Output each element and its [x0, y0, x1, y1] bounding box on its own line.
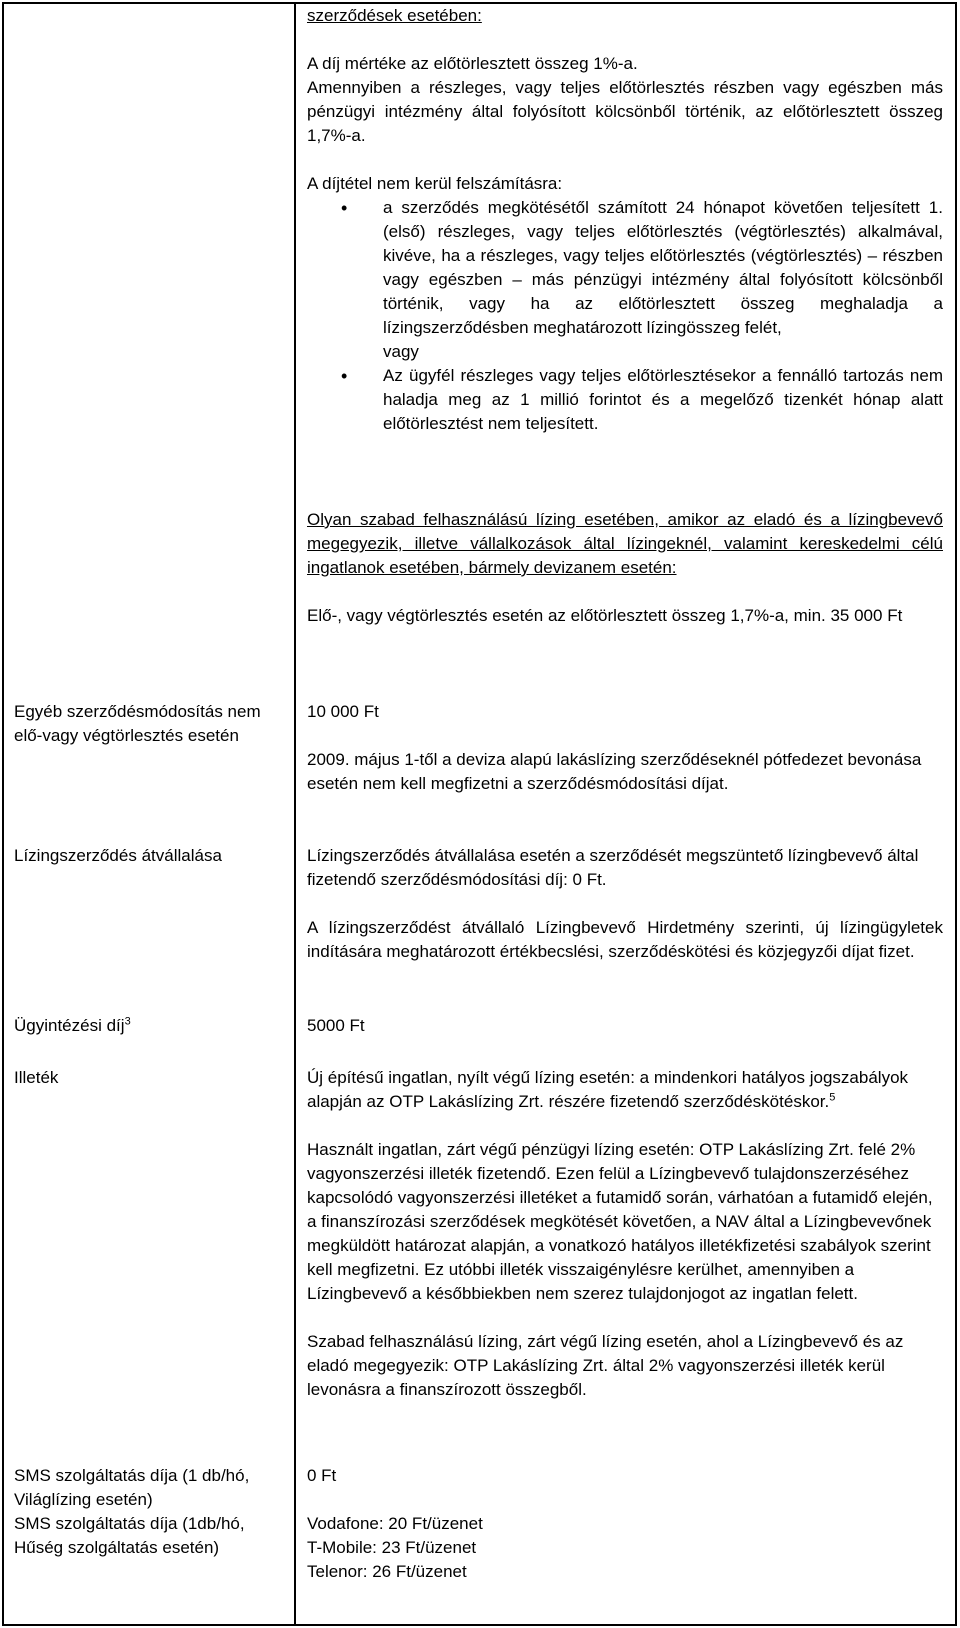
- assumption-label: Lízingszerződés átvállalása: [14, 846, 222, 865]
- free-use-fee-text: Elő-, vagy végtörlesztés esetén az előtörlesztett összeg 1,7%-a, min. 35 000 Ft: [307, 606, 903, 625]
- sms-price-telenor: Telenor: 26 Ft/üzenet: [307, 1562, 467, 1581]
- modification-content: [307, 700, 943, 796]
- duty-label: Illeték: [14, 1068, 59, 1087]
- footnote-ref: 3: [124, 1015, 131, 1028]
- table-bottom-border: [2, 1624, 957, 1626]
- admin-fee-value: 5000 Ft: [307, 1016, 365, 1035]
- exempt-intro: A díjtétel nem kerül felszámításra:: [307, 174, 563, 193]
- assumption-text-2: A lízingszerződést átvállaló Lízingbevevő Hirdetmény szerinti, új lízingügyletek indítására meghatározott értékbecslési, szerződéskötési és közjegyzői díjat fizet.: [307, 918, 943, 961]
- table-left-border: [2, 2, 4, 1626]
- or-text: vagy: [383, 342, 419, 361]
- assumption-text-1: Lízingszerződés átvállalása esetén a szerződését megszüntető lízingbevevő által fizetendő szerződésmódosítási díj: 0 Ft.: [307, 846, 919, 889]
- sms-loyalty-label: SMS szolgáltatás díja (1db/hó, Hűség szolgáltatás esetén): [14, 1514, 245, 1557]
- modification-label: Egyéb szerződésmódosítás nem elő-vagy végtörlesztés esetén: [14, 702, 261, 745]
- fee-rate-other-line: Amennyiben a részleges, vagy teljes előtörlesztés részben vagy egészben más pénzügyi intézmény által folyósított kölcsönből történik, az előtörlesztett összeg 1,7%-a.: [307, 78, 943, 145]
- column-divider: [294, 2, 296, 1626]
- duty-text-2: Használt ingatlan, zárt végű pénzügyi lízing esetén: OTP Lakáslízing Zrt. felé 2% vagyonszerzési illeték fizetendő. Ezen felül a Lízingbevevő tulajdonszerzéséhez kapcsolódó vagyonszerzési illetéket a futamidő során, várhatóan a futamidő elején, a finanszírozási szerződések megkötését követően, a NAV által a Lízingbevevőnek megküldött határozat alapján, a vonatkozó hatályos illetékfizetési szabályok szerint kell megfizetni. Ez utóbbi illeték visszaigénylésre kerülhet, amennyiben a Lízingbevevő a későbbiekben nem szerez tulajdonjogot az ingatlan felett.: [307, 1140, 933, 1303]
- sms-price-vodafone: Vodafone: 20 Ft/üzenet: [307, 1514, 483, 1533]
- modification-fee: 10 000 Ft: [307, 702, 379, 721]
- free-use-block: [307, 508, 943, 628]
- exempt-item: • Az ügyfél részleges vagy teljes előtörlesztésekor a fennálló tartozás nem haladja meg az 1 millió forintot és a megelőző tizenkét hónap alatt előtörlesztést nem teljesített.: [383, 364, 943, 436]
- admin-fee-label: Ügyintézési díj$^3$: [14, 1015, 131, 1035]
- exempt-item: • a szerződés megkötésétől számított 24 hónapot követően teljesített 1. (első) részleges, vagy teljes előtörlesztés (végtörlesztés) alkalmával, kivéve, ha a részleges, vagy teljes előtörlesztés (végtörlesztés) – részben vagy egészben – más pénzügyi intézmény által folyósított kölcsönből történik, vagy ha az előtörlesztett összeg meghaladja a lízingszerződésben meghatározott lízingösszeg felét, vagy: [383, 196, 943, 364]
- block-heading: szerződések esetében:: [307, 6, 482, 25]
- sms-world-label: SMS szolgáltatás díja (1 db/hó, Világlízing esetén): [14, 1466, 250, 1509]
- fee-rate-line: A díj mértéke az előtörlesztett összeg 1%-a.: [307, 54, 638, 73]
- modification-note: 2009. május 1-től a deviza alapú lakáslízing szerződéseknél pótfedezet bevonása esetén nem kell megfizetni a szerződésmódosítási díjat.: [307, 750, 922, 793]
- duty-content: [307, 1066, 943, 1402]
- assumption-content: [307, 844, 943, 964]
- sms-price-tmobile: T-Mobile: 23 Ft/üzenet: [307, 1538, 477, 1557]
- footnote-ref: 5: [829, 1091, 836, 1104]
- duty-text-1: Új építésű ingatlan, nyílt végű lízing esetén: a mindenkori hatályos jogszabályok alapján az OTP Lakáslízing Zrt. részére fizetendő szerződéskötéskor.$^5$: [307, 1068, 909, 1111]
- duty-text-3: Szabad felhasználású lízing, zárt végű lízing esetén, ahol a Lízingbevevő és az eladó megegyezik: OTP Lakáslízing Zrt. által 2% vagyonszerzési illeték kerül levonásra a finanszírozott összegből.: [307, 1332, 904, 1399]
- prepayment-block: [307, 4, 943, 436]
- table-right-border: [955, 2, 957, 1626]
- sms-loyalty-values: [307, 1512, 943, 1584]
- block-heading: Olyan szabad felhasználású lízing esetében, amikor az eladó és a lízingbevevő megegyezik, illetve vállalkozások által lízingeknél, valamint kereskedelmi célú ingatlanok esetében, bármely devizanem esetén:: [307, 510, 943, 577]
- sms-world-value: 0 Ft: [307, 1466, 337, 1485]
- exempt-list: [307, 196, 943, 436]
